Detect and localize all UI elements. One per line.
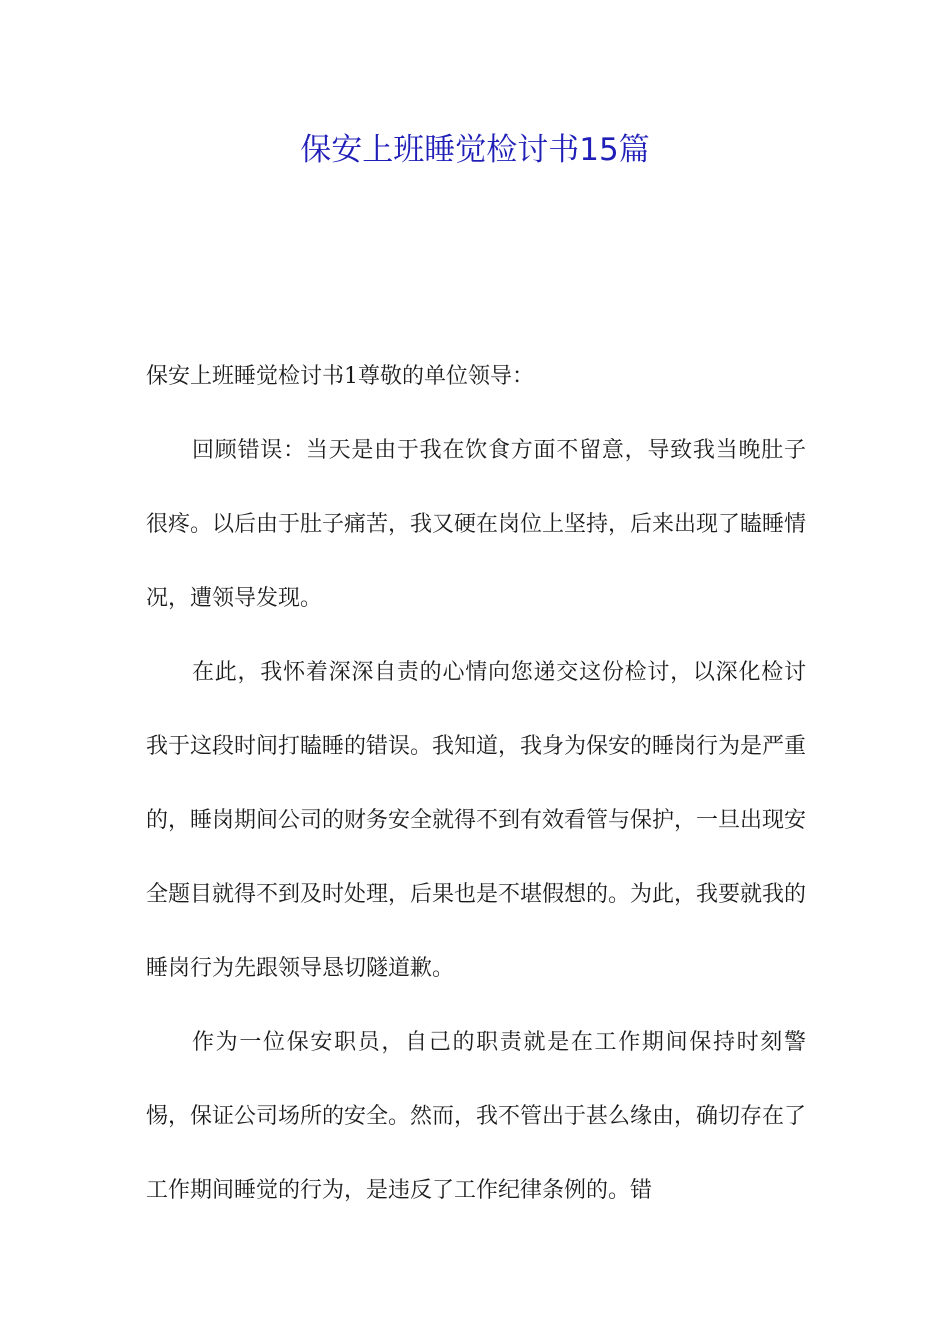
paragraph-3: 作为一位保安职员，自己的职责就是在工作期间保持时刻警惕，保证公司场所的安全。然而，我不管出于甚么缘由，确切存在了工作期间睡觉的行为，是违反了工作纪律条例的。错 xyxy=(146,1030,807,1203)
document-body xyxy=(146,340,806,1228)
paragraph-salutation: 保安上班睡觉检讨书1尊敬的单位领导： xyxy=(146,364,534,389)
paragraph-2: 在此，我怀着深深自责的心情向您递交这份检讨，以深化检讨我于这段时间打瞌睡的错误。我知道，我身为保安的睡岗行为是严重的，睡岗期间公司的财务安全就得不到有效看管与保护，一旦出现安全题目就得不到及时处理，后果也是不堪假想的。为此，我要就我的睡岗行为先跟领导恳切隧道歉。 xyxy=(146,660,807,981)
document-title: 保安上班睡觉检讨书15篇 xyxy=(300,132,650,168)
paragraph-1: 回顾错误：当天是由于我在饮食方面不留意，导致我当晚肚子很疼。以后由于肚子痛苦，我又硬在岗位上坚持，后来出现了瞌睡情况，遭领导发现。 xyxy=(146,438,807,611)
